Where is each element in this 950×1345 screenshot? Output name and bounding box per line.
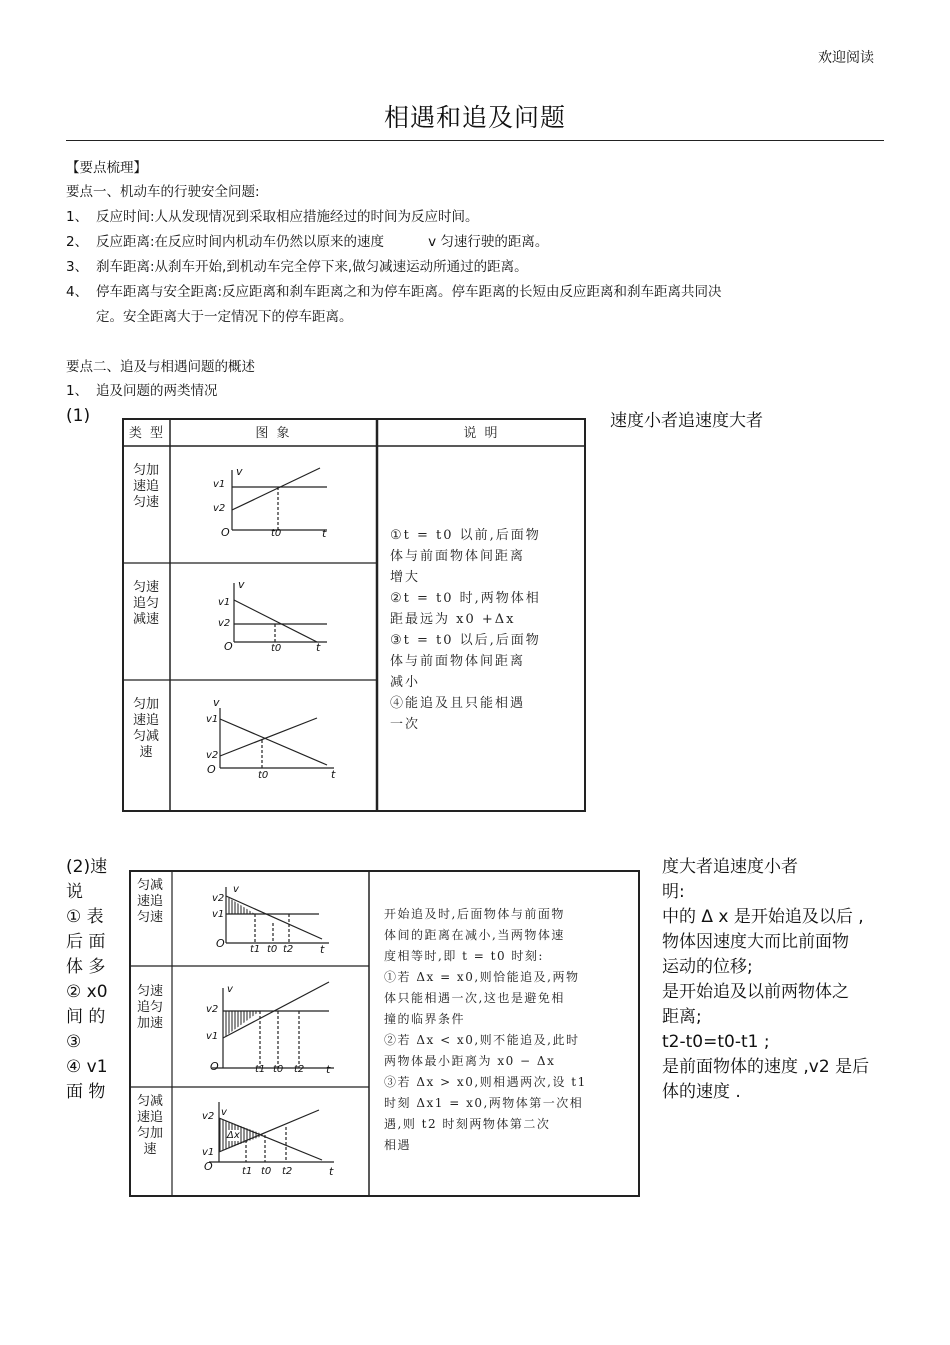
left-line: ① 表: [66, 907, 104, 927]
row-type: 匀加速追匀速: [132, 463, 159, 510]
title-divider: [66, 140, 884, 141]
label-t1: t1: [250, 944, 261, 955]
label-v2: v2: [202, 1111, 215, 1122]
label-v1: v1: [212, 909, 225, 920]
axis-t-label: t: [326, 1063, 331, 1076]
label-v2: v2: [206, 750, 219, 761]
label-t0: t0: [271, 643, 282, 654]
point1-item-3: [66, 257, 528, 277]
axis-t-label: t: [316, 641, 321, 654]
left-line: 面 物: [66, 1082, 106, 1102]
label-t1: t1: [255, 1064, 266, 1075]
item-text-tail: v 匀速行驶的距离。: [428, 234, 549, 250]
page-title: 相遇和追及问题: [383, 103, 566, 132]
note-line: 两物体最小距离为 x0 − Δx: [384, 1054, 556, 1068]
note-line: ④能追及且只能相遇: [390, 696, 526, 711]
axis-origin: O: [224, 640, 233, 653]
note-line: 体间的距离在减小,当两物体速: [384, 928, 565, 942]
case1-right-text: 速度小者追速度大者: [610, 411, 763, 431]
right-line: t2-t0=t0-t1 ;: [662, 1032, 770, 1052]
chart-accel-chase-uniform: [232, 468, 327, 530]
axis-v-label: v: [238, 578, 245, 591]
item-number: 1、: [66, 383, 89, 399]
label-v2: v2: [212, 893, 225, 904]
item-text: 停车距离与安全距离:反应距离和刹车距离之和为停车距离。停车距离的长短由反应距离和刹车距离共同决: [96, 284, 722, 300]
note-line: 撞的临界条件: [384, 1012, 466, 1026]
axis-origin: O: [207, 763, 216, 776]
axis-v-label: v: [227, 984, 233, 995]
label-delta-x: Δx: [227, 1130, 240, 1141]
axis-v-label: v: [233, 884, 239, 895]
axis-t-label: t: [331, 768, 336, 781]
left-line: (2)速: [66, 857, 108, 877]
point1-heading: 要点一、机动车的行驶安全问题:: [66, 184, 260, 200]
left-line: 后 面: [66, 932, 106, 952]
item-text: 追及问题的两类情况: [96, 383, 218, 399]
item-number: 1、: [66, 209, 89, 225]
label-t0: t0: [261, 1166, 272, 1177]
note-line: 增大: [390, 570, 421, 585]
label-v1: v1: [206, 714, 219, 725]
case1-notes: [390, 525, 580, 735]
label-t2: t2: [282, 1166, 293, 1177]
note-line: ③t = t0 以后,后面物: [390, 633, 541, 648]
axis-origin: O: [204, 1160, 213, 1173]
case2-notes: [384, 904, 634, 1156]
label-t0: t0: [273, 1064, 284, 1075]
point1-item-2: [66, 232, 548, 252]
label-t0: t0: [271, 528, 282, 539]
note-line: 时刻 Δx1 = x0,两物体第一次相: [384, 1096, 584, 1110]
note-line: 一次: [390, 717, 421, 732]
note-line: 开始追及时,后面物体与前面物: [384, 907, 565, 921]
label-v1: v1: [213, 479, 226, 490]
note-line: ①若 Δx = x0,则恰能追及,两物: [384, 970, 580, 984]
chart-uniform-chase-decel: [234, 583, 327, 642]
point1-item-1: [66, 207, 479, 227]
row-type: 匀减速追匀加速: [137, 1094, 164, 1157]
axis-t-label: t: [329, 1165, 334, 1178]
note-line: ③若 Δx > x0,则相遇两次,设 t1: [384, 1075, 587, 1089]
chart-decel-chase-uniform: [226, 887, 329, 943]
note-line: 相遇: [384, 1138, 412, 1152]
left-line: 说: [66, 882, 83, 902]
right-line: 体的速度 .: [662, 1082, 741, 1102]
axis-v-label: v: [213, 696, 220, 709]
row-type: 匀速追匀减速: [132, 580, 159, 627]
col-header-notes: 说 明: [463, 426, 500, 441]
row-type: 匀减速追匀速: [137, 878, 164, 925]
axis-t-label: t: [322, 527, 327, 540]
item-number: 4、: [66, 284, 89, 300]
right-line: 距离;: [662, 1007, 702, 1027]
right-line: 是开始追及以前两物体之: [662, 982, 849, 1002]
label-t0: t0: [267, 944, 278, 955]
right-line: 明:: [662, 882, 685, 902]
item-text: 反应时间:人从发现情况到采取相应措施经过的时间为反应时间。: [96, 209, 479, 225]
right-line: 度大者追速度小者: [662, 857, 798, 877]
left-line: 间 的: [66, 1007, 106, 1027]
left-line: ③: [66, 1032, 82, 1052]
point2-sub1: [66, 381, 218, 401]
label-v2: v2: [206, 1004, 219, 1015]
axis-origin: O: [210, 1060, 219, 1073]
note-line: 距最远为 x0 +Δx: [390, 612, 516, 627]
label-v1: v1: [202, 1147, 215, 1158]
note-line: 度相等时,即 t = t0 时刻:: [384, 949, 544, 963]
note-line: ①t = t0 以前,后面物: [390, 528, 541, 543]
label-v2: v2: [213, 503, 226, 514]
point1-item-4-continuation: 定。安全距离大于一定情况下的停车距离。: [96, 309, 353, 325]
axis-t-label: t: [320, 943, 325, 956]
item-text: 刹车距离:从刹车开始,到机动车完全停下来,做匀减速运动所通过的距离。: [96, 259, 528, 275]
label-v1: v1: [206, 1031, 219, 1042]
row-type: 匀速追匀加速: [137, 984, 164, 1031]
case2-left-column: [66, 855, 108, 1105]
note-line: ②若 Δx < x0,则不能追及,此时: [384, 1033, 580, 1047]
left-line: ② x0: [66, 982, 108, 1002]
chart-accel-chase-decel: [220, 708, 334, 768]
label-t2: t2: [283, 944, 294, 955]
header-right-text: 欢迎阅读: [818, 50, 874, 66]
label-v1: v1: [218, 597, 231, 608]
point2-heading: 要点二、追及与相遇问题的概述: [66, 359, 255, 375]
section-heading: 【要点梳理】: [66, 160, 147, 176]
row-type: 匀加速追匀减速: [132, 697, 159, 760]
axis-origin: O: [221, 526, 230, 539]
left-line: ④ v1: [66, 1057, 108, 1077]
item-number: 3、: [66, 259, 89, 275]
right-line: 运动的位移;: [662, 957, 753, 977]
note-line: 体与前面物体间距离: [390, 549, 526, 564]
item-text: 反应距离:在反应时间内机动车仍然以原来的速度: [96, 234, 385, 250]
label-t1: t1: [242, 1166, 253, 1177]
label-v2: v2: [218, 618, 231, 629]
label-t2: t2: [294, 1064, 305, 1075]
axis-v-label: v: [221, 1107, 227, 1118]
col-header-type: 类 型: [128, 426, 166, 441]
note-line: ②t = t0 时,两物体相: [390, 591, 541, 606]
item-number: 2、: [66, 234, 89, 250]
note-line: 减小: [390, 675, 421, 690]
label-t0: t0: [258, 770, 269, 781]
right-line: 是前面物体的速度 ,v2 是后: [662, 1057, 870, 1077]
axis-v-label: v: [236, 465, 243, 478]
right-line: 物体因速度大而比前面物: [662, 932, 849, 952]
note-line: 遇,则 t2 时刻两物体第二次: [384, 1117, 551, 1131]
case2-right-column: [662, 855, 869, 1105]
point1-item-4: [66, 282, 722, 302]
col-header-graph: 图 象: [255, 426, 292, 441]
note-line: 体只能相遇一次,这也是避免相: [384, 991, 565, 1005]
case1-label: (1): [66, 406, 91, 426]
note-line: 体与前面物体间距离: [390, 654, 526, 669]
left-line: 体 多: [66, 957, 106, 977]
right-line: 中的 Δ x 是开始追及以后 ,: [662, 907, 864, 927]
axis-origin: O: [216, 937, 225, 950]
